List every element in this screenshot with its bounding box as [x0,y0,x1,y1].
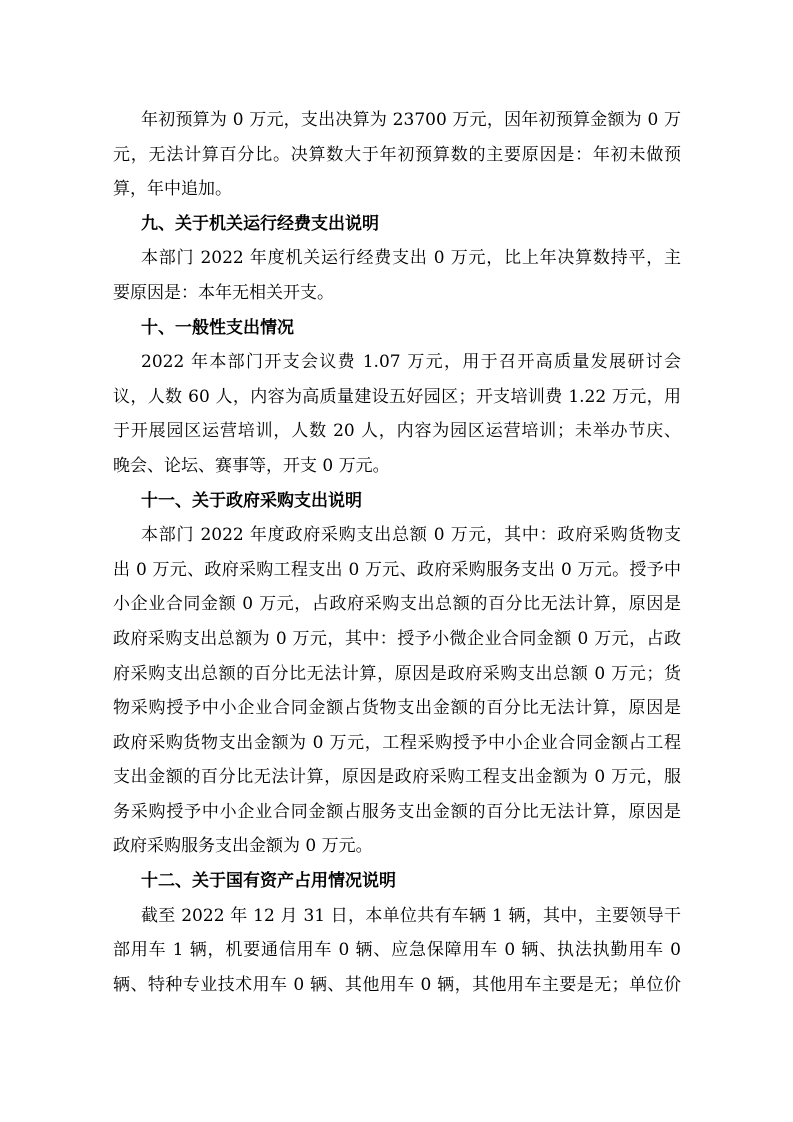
paragraph-line: 物采购授予中小企业合同金额占货物支出金额的百分比无法计算，原因是 [113,698,681,719]
paragraph-line: 出 0 万元、政府采购工程支出 0 万元、政府采购服务支出 0 万元。授予中 [113,559,681,580]
document-body [113,103,681,1002]
paragraph-line: 要原因是：本年无相关开支。 [113,282,334,303]
paragraph-procurement [113,518,681,864]
paragraph-state-assets [113,899,681,1003]
paragraph-line: 政府采购货物支出金额为 0 万元，工程采购授予中小企业合同金额占工程 [113,732,681,753]
paragraph-line: 务采购授予中小企业合同金额占服务支出金额的百分比无法计算，原因是 [113,801,681,822]
paragraph-line: 截至 2022 年 12 月 31 日，本单位共有车辆 1 辆，其中，主要领导干 [141,905,681,926]
paragraph-line: 部用车 1 辆，机要通信用车 0 辆、应急保障用车 0 辆、执法执勤用车 0 [113,940,681,961]
paragraph-line: 议，人数 60 人，内容为高质量建设五好园区；开支培训费 1.22 万元，用 [113,386,681,407]
paragraph-line: 政府采购服务支出金额为 0 万元。 [113,836,373,857]
section-heading-12: 十二、关于国有资产占用情况说明 [141,871,396,892]
section-heading-9: 九、关于机关运行经费支出说明 [141,213,379,234]
paragraph-line: 辆、特种专业技术用车 0 辆、其他用车 0 辆，其他用车主要是无；单位价 [113,974,681,995]
paragraph-line: 小企业合同金额 0 万元，占政府采购支出总额的百分比无法计算，原因是 [113,594,681,615]
paragraph-line: 年初预算为 0 万元，支出决算为 23700 万元，因年初预算金额为 0 万 [141,110,681,130]
paragraph-budget-remark [113,103,681,207]
paragraph-line: 于开展园区运营培训，人数 20 人，内容为园区运营培训；未举办节庆、 [113,421,681,442]
paragraph-line: 晚会、论坛、赛事等，开支 0 万元。 [113,455,390,476]
paragraph-line: 2022 年本部门开支会议费 1.07 万元，用于召开高质量发展研讨会 [141,352,681,373]
paragraph-line: 本部门 2022 年度机关运行经费支出 0 万元，比上年决算数持平，主 [141,248,681,269]
section-heading-11: 十一、关于政府采购支出说明 [141,490,362,511]
paragraph-line: 政府采购支出总额为 0 万元，其中：授予小微企业合同金额 0 万元，占政 [113,628,681,649]
section-heading-10: 十、一般性支出情况 [141,317,294,338]
paragraph-line: 府采购支出总额的百分比无法计算，原因是政府采购支出总额 0 万元；货 [113,663,681,684]
paragraph-line: 算，年中追加。 [113,179,232,200]
paragraph-line: 支出金额的百分比无法计算，原因是政府采购工程支出金额为 0 万元，服 [113,767,681,788]
paragraph-operating-expenses [113,241,681,310]
paragraph-general-expenses [113,345,681,483]
paragraph-line: 本部门 2022 年度政府采购支出总额 0 万元，其中：政府采购货物支 [141,525,681,546]
paragraph-line: 元，无法计算百分比。决算数大于年初预算数的主要原因是：年初未做预 [113,144,681,165]
